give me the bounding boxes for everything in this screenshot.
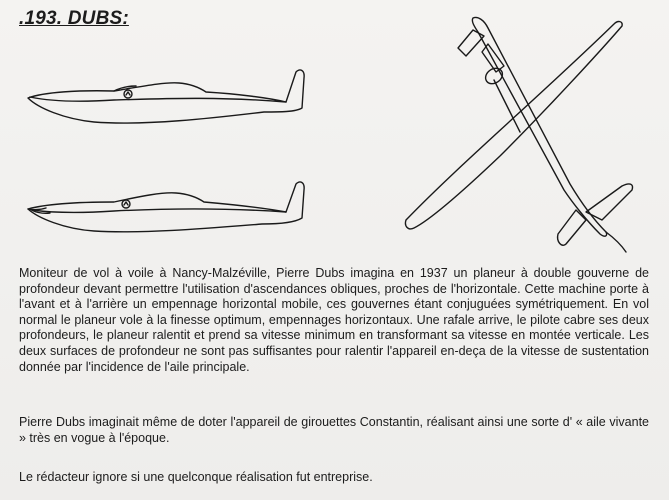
glider-side-view-icon	[24, 176, 314, 238]
body-paragraph-1: Moniteur de vol à voile à Nancy-Malzéville, Pierre Dubs imagina en 1937 un planeur à double gouverne de profondeur devant permettre l'utilisation d'ascendances obliques, proches de l'horizontale. Cette machine porte à l'avant et à l'arrière un empennage horizontal mobile, ces gouvernes étant conjuguées symétriquement. En vol normal le planeur vole à la finesse optimum, empennages horizontaux. Une rafale arrive, le pilote cabre ses deux profondeurs, le planeur ralentit et prend sa vitesse minimum en transformant sa vitesse en montée verticale. Les deux surfaces de profondeur ne sont pas suffisantes pour ralentir l'appareil en-deça de la vitesse de sustentation donnée par l'incidence de l'aile principale.	[19, 266, 649, 374]
glider-plan-view-icon	[400, 6, 662, 261]
glider-side-view-icon	[24, 62, 314, 134]
page-title: .193. DUBS:	[19, 8, 129, 29]
body-paragraph-2: Pierre Dubs imaginait même de doter l'appareil de girouettes Constantin, réalisant ainsi une sorte d' « aile vivante » très en vogue à l'époque.	[19, 415, 649, 445]
body-paragraph-3: Le rédacteur ignore si une quelconque réalisation fut entreprise.	[19, 470, 373, 484]
